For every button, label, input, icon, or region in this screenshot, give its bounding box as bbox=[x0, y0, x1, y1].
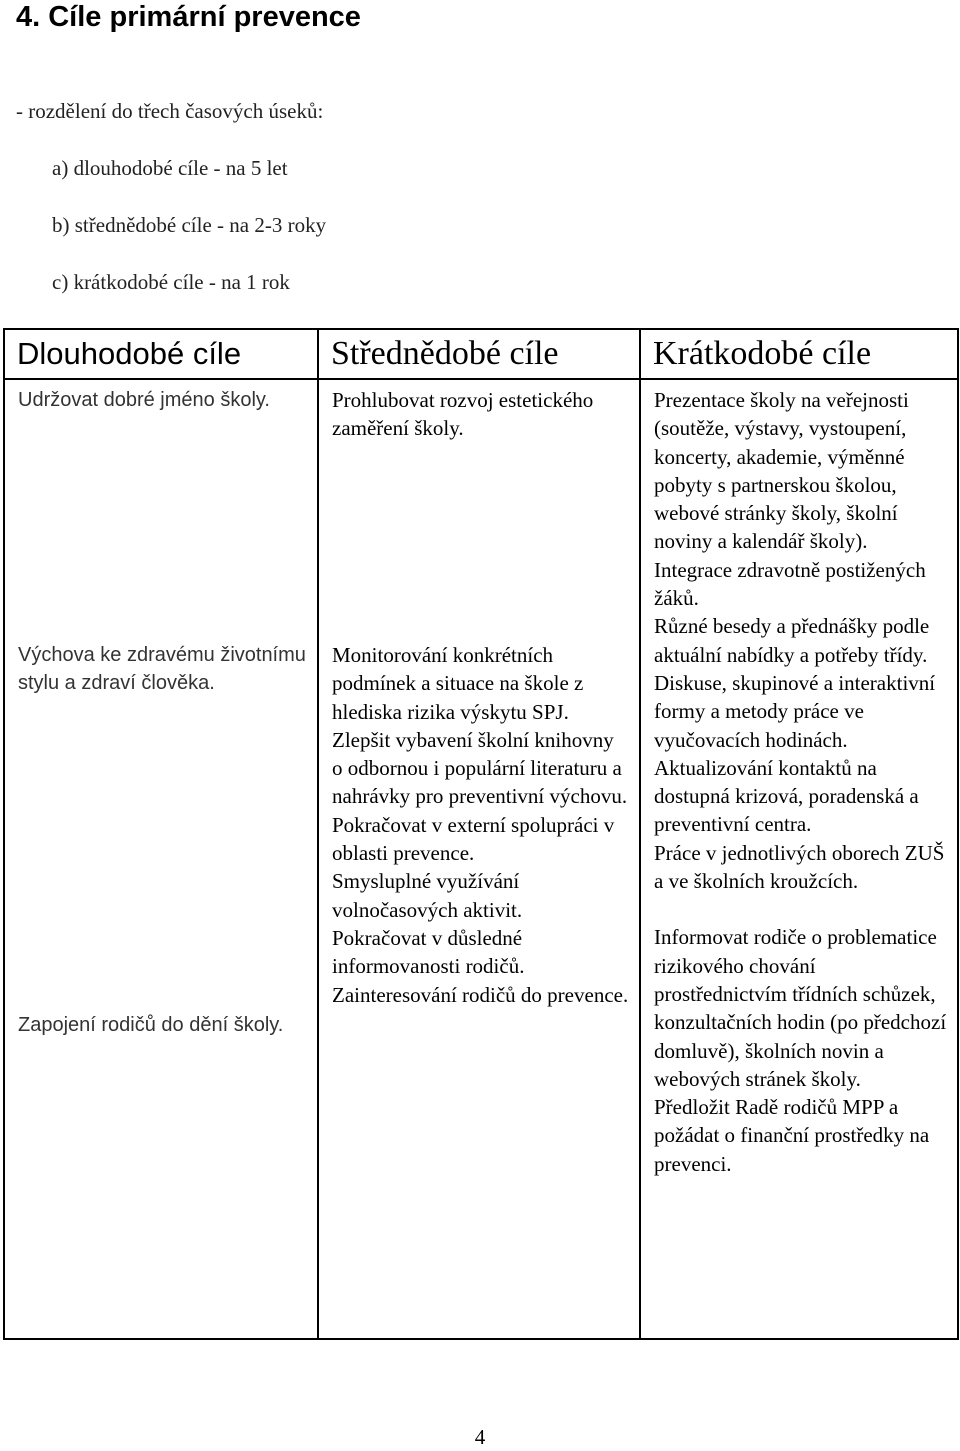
short-term-goal: Práce v jednotlivých oborech ZUŠ a ve školních kroužcích. bbox=[654, 840, 945, 894]
page-heading: 4. Cíle primární prevence bbox=[16, 1, 361, 33]
mid-term-goal: Zlepšit vybavení školní knihovny o odbornou i populární literaturu a nahrávky pro preventivní výchovu. bbox=[332, 727, 628, 809]
mid-term-goal: Smysluplné využívání volnočasových aktivit. bbox=[332, 869, 523, 922]
short-term-goal: Různé besedy a přednášky podle aktuální nabídky a potřeby třídy. bbox=[654, 614, 930, 667]
page-number: 4 bbox=[474, 1425, 486, 1449]
period-list bbox=[52, 154, 326, 325]
long-term-goal: Výchova ke zdravému životnímu stylu a zdraví člověka. bbox=[18, 644, 306, 695]
period-item-short: c) krátkodobé cíle - na 1 rok bbox=[52, 270, 290, 294]
long-term-goal: Udržovat dobré jméno školy. bbox=[18, 389, 270, 411]
mid-term-goal: Prohlubovat rozvoj estetického zaměření školy. bbox=[332, 388, 594, 441]
mid-term-goal: Pokračovat v externí spolupráci v oblasti prevence. bbox=[332, 812, 615, 866]
mid-term-cell bbox=[318, 379, 640, 1339]
header-long-term: Dlouhodobé cíle bbox=[4, 329, 318, 379]
long-term-cell bbox=[4, 379, 318, 1339]
period-item-mid: b) střednědobé cíle - na 2-3 roky bbox=[52, 213, 327, 237]
mid-term-goal: Zainteresování rodičů do prevence. bbox=[332, 982, 629, 1007]
short-term-goal: Diskuse, skupinové a interaktivní formy a metody práce ve vyučovacích hodinách. bbox=[654, 670, 936, 752]
long-term-goal: Zapojení rodičů do dění školy. bbox=[18, 1014, 284, 1036]
short-term-cell bbox=[640, 379, 958, 1339]
mid-term-goal: Pokračovat v důsledné informovanosti rodičů. bbox=[332, 925, 525, 979]
header-short-term: Krátkodobé cíle bbox=[640, 329, 958, 379]
intro-text: - rozdělení do třech časových úseků: bbox=[16, 99, 324, 123]
short-term-goal: Prezentace školy na veřejnosti (soutěže, výstavy, vystoupení, koncerty, akademie, výměnné pobyty s partnerskou školou, webové stránky školy, školní noviny a kalendář školy). bbox=[654, 388, 909, 554]
short-term-goal: Informovat rodiče o problematice rizikového chování prostřednictvím třídních schůzek, konzultačních hodin (po předchozí domluvě), školních novin a webových stránek školy. bbox=[654, 925, 947, 1091]
goals-table-row bbox=[4, 379, 958, 1339]
mid-term-goal: Monitorování konkrétních podmínek a situace na škole z hlediska rizika výskytu SPJ. bbox=[332, 643, 584, 724]
goals-table bbox=[3, 328, 959, 1340]
goals-table-header-row bbox=[4, 329, 958, 379]
short-term-goal: Integrace zdravotně postižených žáků. bbox=[654, 557, 926, 611]
short-term-goal: Předložit Radě rodičů MPP a požádat o finanční prostředky na prevenci. bbox=[654, 1095, 930, 1176]
header-mid-term: Střednědobé cíle bbox=[318, 329, 640, 379]
period-item-long: a) dlouhodobé cíle - na 5 let bbox=[52, 156, 288, 180]
short-term-goal: Aktualizování kontaktů na dostupná krizová, poradenská a preventivní centra. bbox=[654, 755, 919, 837]
